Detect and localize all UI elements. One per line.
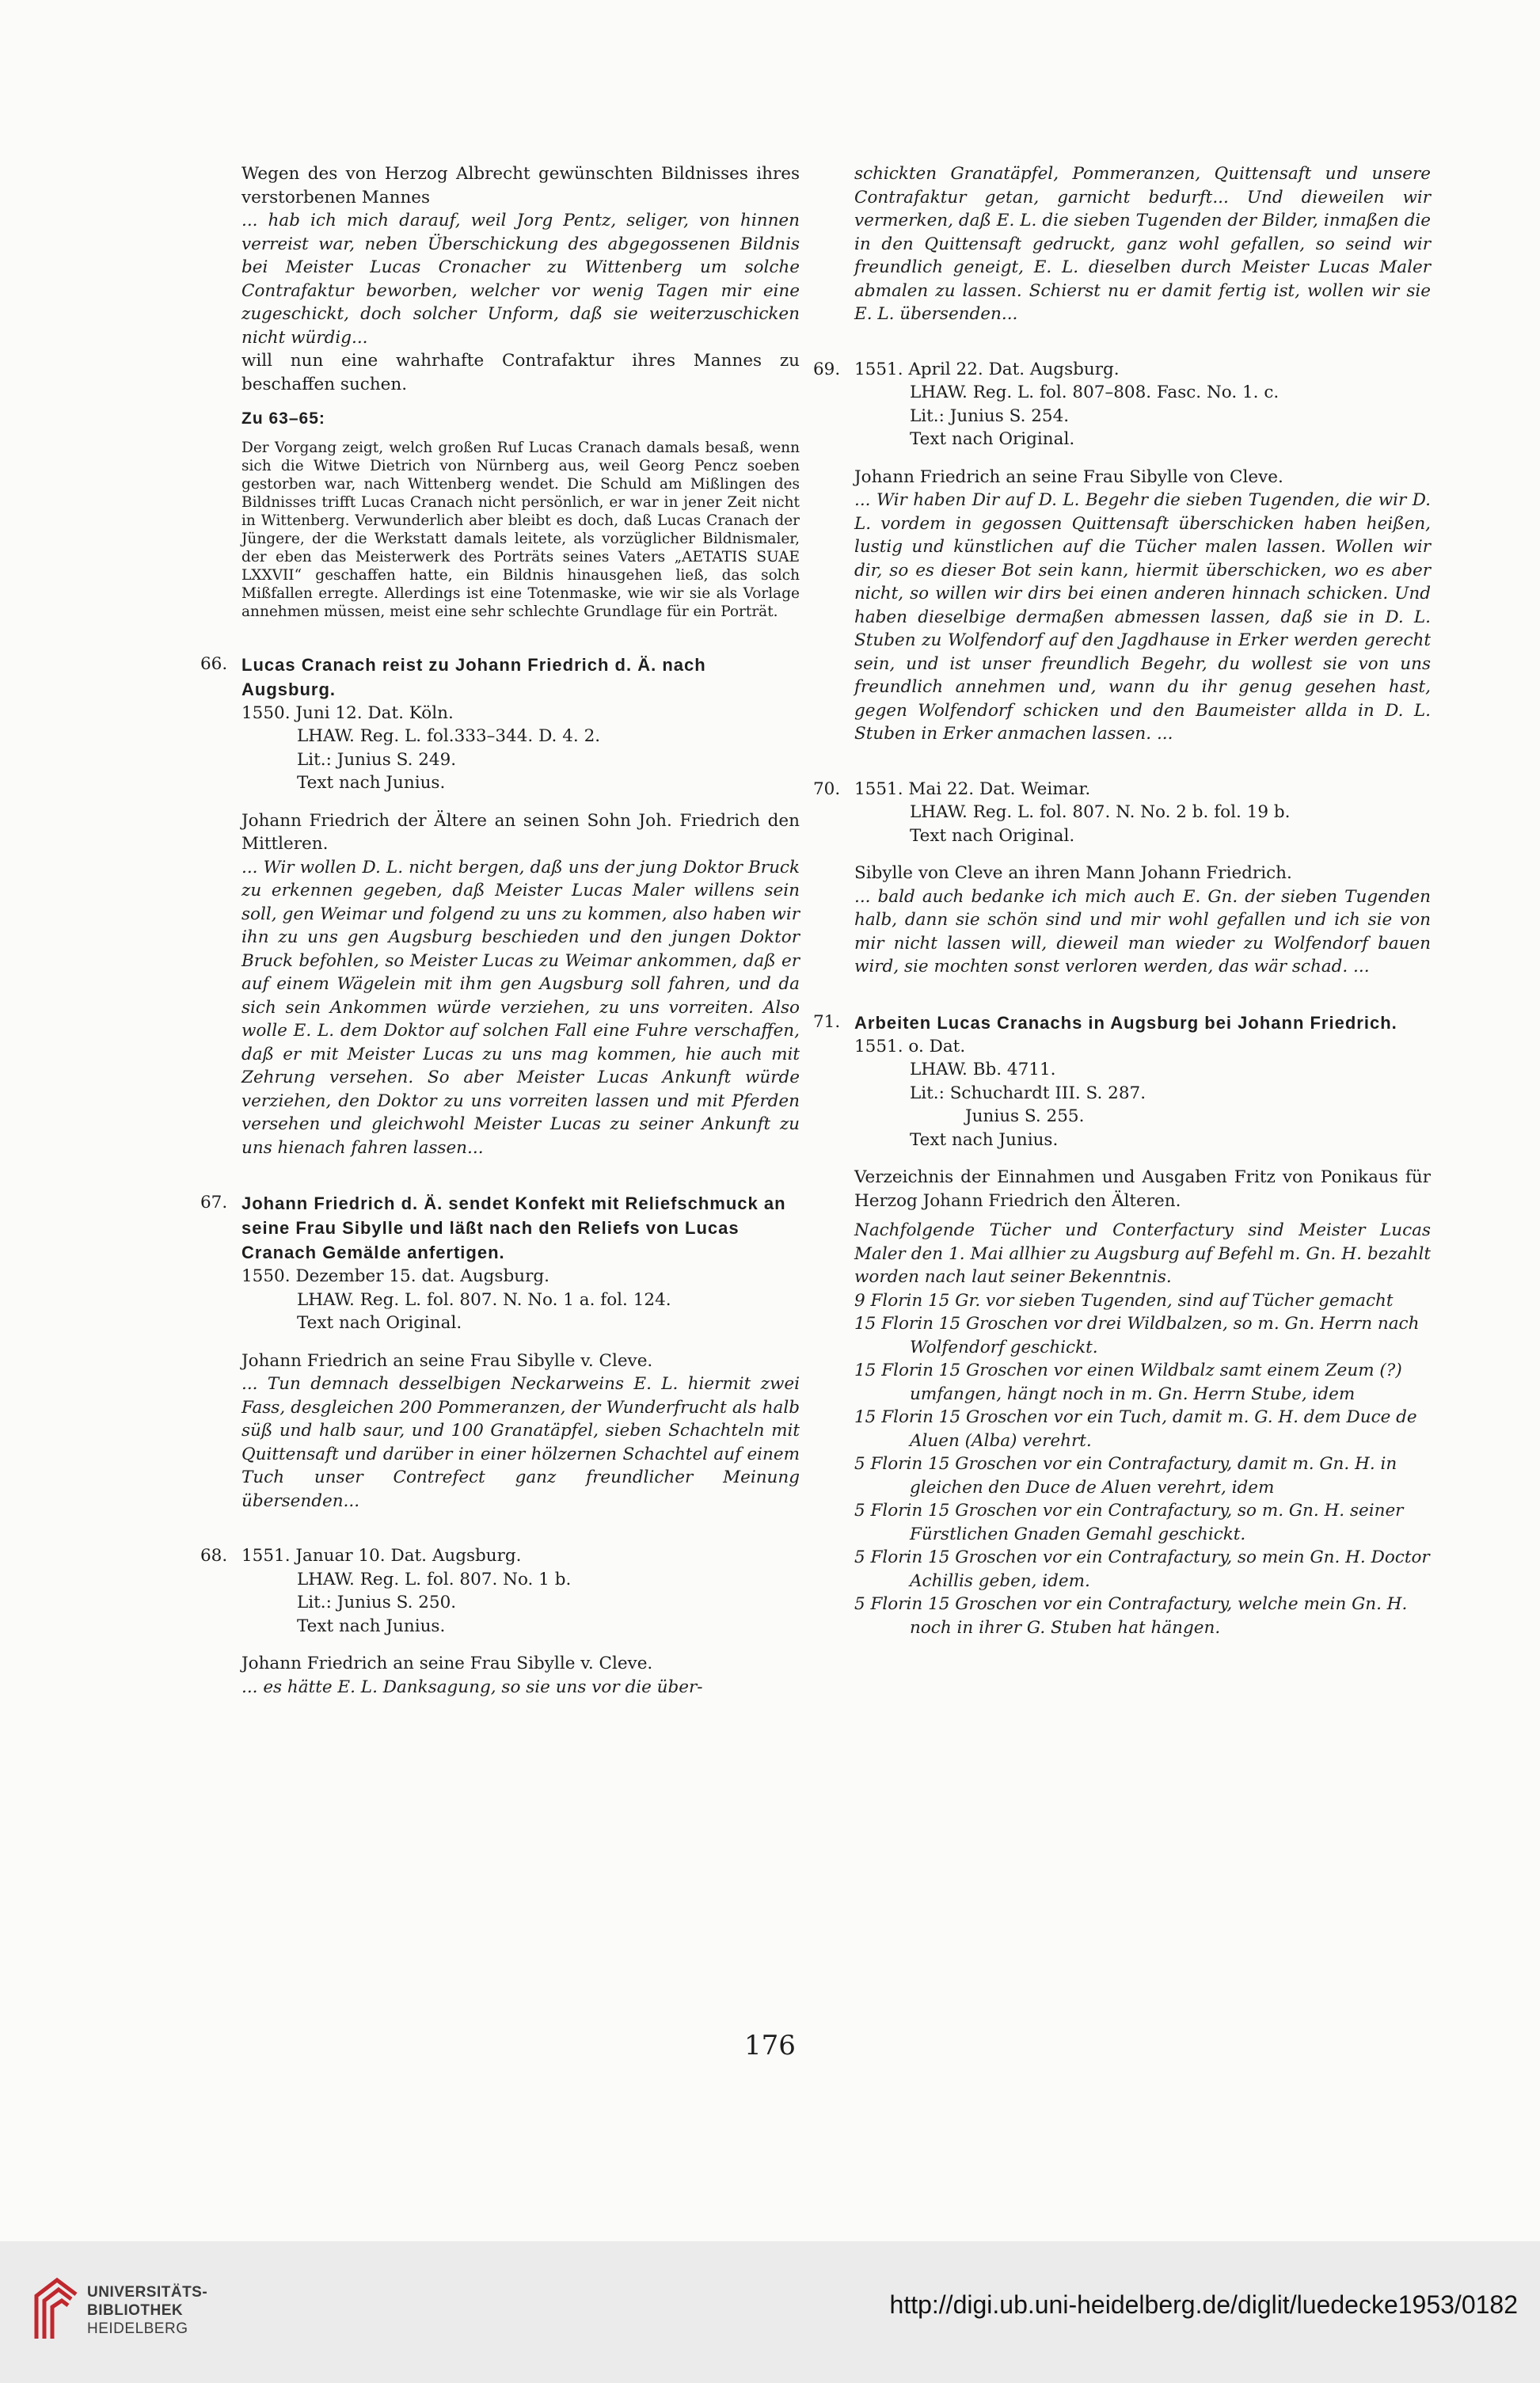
entry-date: 1551. Mai 22. Dat. Weimar. bbox=[854, 778, 1091, 799]
entry-source: Text nach Original. bbox=[910, 825, 1075, 846]
entry-ref: LHAW. Bb. 4711. bbox=[910, 1060, 1056, 1079]
entry-intro: Johann Friedrich an seine Frau Sibylle v. Cleve. bbox=[241, 1350, 653, 1371]
entry-intro: Verzeichnis der Einnahmen und Ausgaben Fritz von Ponikaus für Herzog Johann Friedrich den Älteren. bbox=[854, 1167, 1431, 1211]
library-logo-icon bbox=[30, 2277, 79, 2342]
zu-note: Der Vorgang zeigt, welch großen Ruf Lucas Cranach damals besaß, wenn sich die Witwe Dietrich von Nürnberg aus, weil Georg Pencz soeben gestorben war, nach Wittenberg wendet. Die Schuld am Mißlingen des Bildnisses trifft Lucas Cranach nicht persönlich, er war in jener Zeit nicht in Wittenberg. Verwunderlich aber bleibt es doch, daß Lucas Cranach der Jüngere, der die Werkstatt damals leitete, als vorzüglicher Bildnismaler, der eben das Meisterwerk des Porträts seines Vaters „AETATIS SUAE LXXVII“ geschaffen hatte, ein Bildnis hinausgehen ließ, das solch Mißfallen erregte. Allerdings ist eine Totenmaske, wie wir sie als Vorlage annehmen müssen, meist eine sehr schlechte Grundlage für ein Porträt. bbox=[241, 439, 800, 620]
entry-ref: LHAW. Reg. L. fol. 807. No. 1 b. bbox=[297, 1569, 572, 1589]
entry-date: 1550. Dezember 15. dat. Augsburg. bbox=[241, 1266, 549, 1286]
entry-intro: Johann Friedrich an seine Frau Sibylle von Cleve. bbox=[854, 466, 1283, 487]
entry-lit-2: Junius S. 255. bbox=[965, 1106, 1085, 1126]
entry-68 bbox=[200, 1544, 800, 1699]
entry-lit: Lit.: Junius S. 250. bbox=[297, 1593, 457, 1612]
library-name-line2: BIBLIOTHEK bbox=[87, 2302, 184, 2319]
entry-ref: LHAW. Reg. L. fol.333–344. D. 4. 2. bbox=[297, 726, 601, 746]
entry-source: Text nach Original. bbox=[910, 429, 1075, 449]
entry-ref: LHAW. Reg. L. fol. 807. N. No. 1 a. fol. 124. bbox=[297, 1289, 671, 1310]
entry-intro: Johann Friedrich der Ältere an seinen Sohn Joh. Friedrich den Mittleren. bbox=[241, 810, 800, 854]
entry-source: Text nach Original. bbox=[297, 1313, 462, 1333]
entry-71 bbox=[813, 1011, 1431, 1640]
entry-67 bbox=[200, 1191, 800, 1513]
entry-intro: Sibylle von Cleve an ihren Mann Johann Friedrich. bbox=[854, 863, 1292, 883]
entry-date: 1550. Juni 12. Dat. Köln. bbox=[241, 702, 454, 723]
entry-source: Text nach Junius. bbox=[297, 1616, 446, 1636]
entry-source: Text nach Junius. bbox=[910, 1129, 1059, 1150]
entry-number: 66. bbox=[200, 653, 228, 674]
quote-63: ... hab ich mich darauf, weil Jorg Pentz, seliger, von hinnen verreist war, neben Überschickung des abgegossenen Bildnis bei Meister Lucas Cronacher zu Wittenberg um solche Contrafaktur beworben, welcher vor wenig Tagen mir eine zugeschickt, doch solcher Unform, daß sie weiterzuschicken nicht würdig... bbox=[241, 211, 800, 348]
entry-70 bbox=[813, 778, 1431, 979]
payment-item: 9 Florin 15 Gr. vor sieben Tugenden, sind auf Tücher gemacht bbox=[854, 1290, 1394, 1311]
payment-item: 5 Florin 15 Groschen vor ein Contrafactury, welche mein Gn. H. noch in ihrer G. Stuben hat hängen. bbox=[854, 1594, 1408, 1638]
intro-text: Wegen des von Herzog Albrecht gewünschten Bildnisses ihres verstorbenen Mannes bbox=[241, 164, 800, 207]
source-url-link[interactable]: http://digi.ub.uni-heidelberg.de/diglit/luedecke1953/0182 bbox=[889, 2290, 1518, 2319]
left-column bbox=[200, 162, 800, 1699]
entry-number: 71. bbox=[813, 1011, 841, 1032]
entry-date: 1551. Januar 10. Dat. Augsburg. bbox=[241, 1546, 522, 1566]
library-name bbox=[87, 2283, 207, 2338]
after-quote-text: will nun eine wahrhafte Contrafaktur ihres Mannes zu beschaffen suchen. bbox=[241, 351, 800, 394]
entry-quote: ... Wir haben Dir auf D. L. Begehr die sieben Tugenden, die wir D. L. vordem in gegossen Quittensaft überschicken haben heißen, lustig und künstlichen auf die Tücher malen lassen. Wollen wir dir, so es dieser Bot sein kann, hiermit überschicken, wo es aber nicht, so willen wir dirs bei einen anderen hinnach schicken. Und haben dieselbige dermaßen abmessen lassen, daß sie in D. L. Stuben zu Wolfendorf auf den Jagdhause in Erker werden gerecht sein, und ist unser freundlich Begehr, du wollest sie von uns freundlich annehmen und, wann du ihr genug gesehen hast, gegen Wolfendorf schicken und den Baumeister allda in D. L. Stuben in Erker anmachen lassen. ... bbox=[854, 490, 1431, 744]
payment-item: 15 Florin 15 Groschen vor drei Wildbalzen, so m. Gn. Herrn nach Wolfendorf geschickt. bbox=[854, 1314, 1420, 1357]
entry-number: 69. bbox=[813, 359, 841, 379]
library-name-line3: HEIDELBERG bbox=[87, 2320, 188, 2337]
payment-item: 5 Florin 15 Groschen vor ein Contrafactury, so m. Gn. H. seiner Fürstlichen Gnaden Gemahl geschickt. bbox=[854, 1501, 1404, 1544]
entry-ref: LHAW. Reg. L. fol. 807–808. Fasc. No. 1. c. bbox=[910, 383, 1280, 402]
entry-66 bbox=[200, 653, 800, 1160]
entry-quote: ... bald auch bedanke ich mich auch E. Gn. der sieben Tugenden halb, dann sie schön sind und mir wohl gefallen und ich sie von mir nicht lassen will, dieweil man wieder zu Wolfendorf bauen wird, sie mochten sonst verloren werden, das wär schad. ... bbox=[854, 886, 1431, 976]
zu-heading: Zu 63–65: bbox=[241, 409, 325, 428]
entry-lit: Lit.: Junius S. 254. bbox=[910, 405, 1070, 426]
entry-number: 68. bbox=[200, 1546, 228, 1566]
entry-number: 70. bbox=[813, 778, 841, 799]
right-column bbox=[813, 162, 1431, 1639]
entry-quote: ... Tun demnach desselbigen Neckarweins E. L. hiermit zwei Fass, desgleichen 200 Pommeranzen, der Wunderfrucht als halb süß und halb saur, und 100 Granatäpfel, sieben Schachteln mit Quittensaft und darüber in einer hölzernen Schachtel auf einem Tuch unser Contrefect ganz freundlicher Meinung übersenden... bbox=[241, 1374, 800, 1511]
library-name-line1: UNIVERSITÄTS- bbox=[87, 2284, 208, 2301]
entry-lit: Lit.: Schuchardt III. S. 287. bbox=[910, 1083, 1146, 1103]
entry-ref: LHAW. Reg. L. fol. 807. N. No. 2 b. fol. 19 b. bbox=[910, 802, 1291, 822]
entry-quote: ... Wir wollen D. L. nicht bergen, daß uns der jung Doktor Bruck zu erkennen gegeben, daß Meister Lucas Maler willens sein soll, gen Weimar und folgend zu uns zu kommen, also haben wir ihn zu uns gen Augsburg beschieden und den jungen Doktor Bruck befohlen, so Meister Lucas zu Weimar ankommen, daß er auf einem Wägelein mit ihm gen Augsburg soll fahren, und da sich sein Ankommen würde verziehen, zu uns vorreiten. Also wolle E. L. dem Doktor auf solchen Fall eine Fuhre verschaffen, daß er mit Meister Lucas zu uns mag kommen, hie auch mit Zehrung versehen. So aber Meister Lucas Ankunft würde verziehen, den Doktor zu uns vorreiten lassen und mit Pferden versehen und gleichwohl Meister Lucas zu seiner Ankunft zu uns hienach fahren lassen... bbox=[241, 857, 800, 1158]
entry-title: Arbeiten Lucas Cranachs in Augsburg bei Johann Friedrich. bbox=[854, 1012, 1397, 1033]
payment-item: 15 Florin 15 Groschen vor ein Tuch, damit m. G. H. dem Duce de Aluen (Alba) verehrt. bbox=[854, 1407, 1417, 1451]
entry-title: Lucas Cranach reist zu Johann Friedrich d. Ä. nach Augsburg. bbox=[241, 654, 706, 699]
entry-date: 1551. April 22. Dat. Augsburg. bbox=[854, 359, 1120, 379]
page-number: 176 bbox=[744, 2030, 796, 2061]
entry-number: 67. bbox=[200, 1193, 228, 1212]
entry-69 bbox=[813, 358, 1431, 746]
entry-title: Johann Friedrich d. Ä. sendet Konfekt mit Reliefschmuck an seine Frau Sibylle und läßt nach den Reliefs von Lucas Cranach Gemälde anfertigen. bbox=[241, 1193, 786, 1262]
entry-source: Text nach Junius. bbox=[297, 773, 446, 793]
entry-intro: Johann Friedrich an seine Frau Sibylle v. Cleve. bbox=[241, 1654, 653, 1673]
payment-item: 5 Florin 15 Groschen vor ein Contrafactury, so mein Gn. H. Doctor Achillis geben, idem. bbox=[854, 1547, 1430, 1591]
entry-date: 1551. o. Dat. bbox=[854, 1036, 966, 1056]
payment-item: 15 Florin 15 Groschen vor einen Wildbalz samt einem Zeum (?) umfangen, hängt noch in m. Gn. Herrn Stube, idem bbox=[854, 1361, 1402, 1404]
entry-quote: ... es hätte E. L. Danksagung, so sie uns vor die über- bbox=[241, 1677, 703, 1697]
entry-lit: Lit.: Junius S. 249. bbox=[297, 749, 457, 770]
continuation-quote: schickten Granatäpfel, Pommeranzen, Quittensaft und unsere Contrafaktur getan, garnicht bedurft... Und dieweilen wir vermerken, daß E. L. die sieben Tugenden der Bilder, inmaßen die in den Quittensaft gedruckt, ganz wohl gefallen, so seind wir freundlich geneigt, E. L. dieselben durch Meister Lucas Maler abmalen zu lassen. Schierst nu er damit fertig ist, wollen wir sie E. L. übersenden... bbox=[854, 164, 1431, 324]
entry-quote: Nachfolgende Tücher und Conterfactury sind Meister Lucas Maler den 1. Mai allhier zu Augsburg auf Befehl m. Gn. H. bezahlt worden nach laut seiner Bekenntnis. bbox=[854, 1220, 1431, 1287]
payment-item: 5 Florin 15 Groschen vor ein Contrafactury, damit m. Gn. H. in gleichen den Duce de Aluen verehrt, idem bbox=[854, 1454, 1397, 1498]
